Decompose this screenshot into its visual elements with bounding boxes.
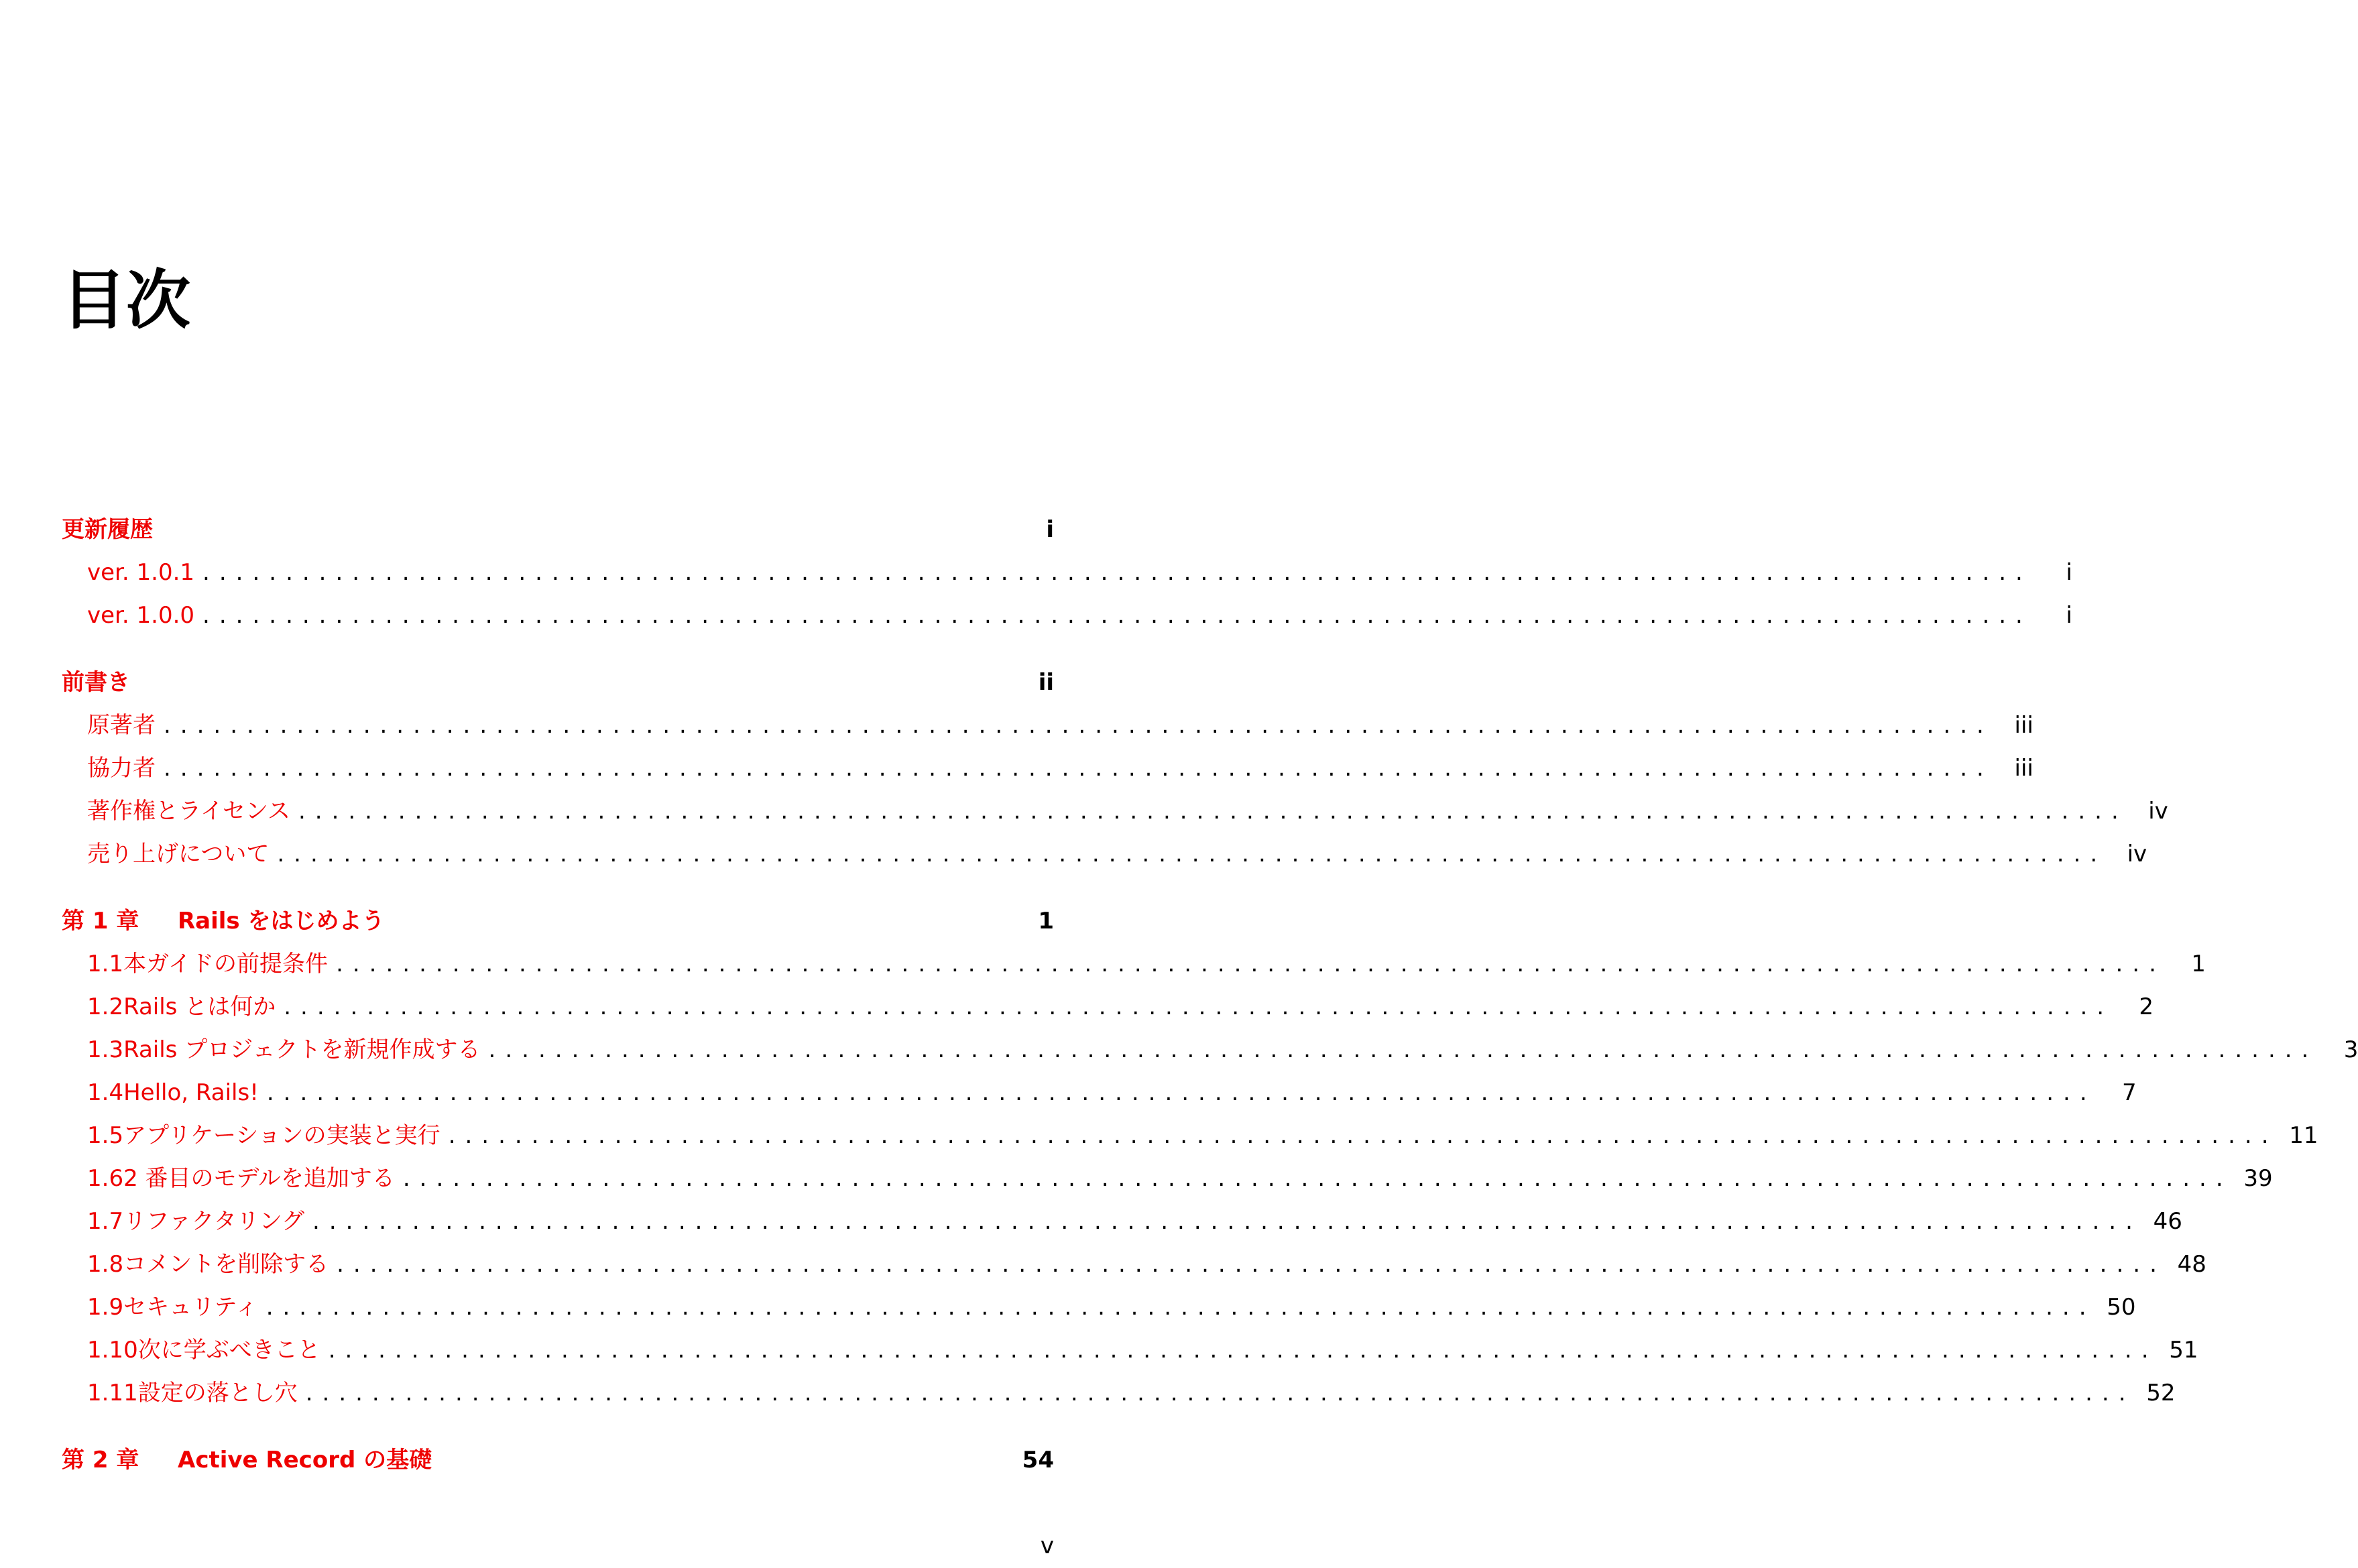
toc-heading-row[interactable] xyxy=(62,661,1054,704)
page-number: 54 xyxy=(1022,1447,1054,1473)
toc-chapter-2 xyxy=(62,1439,1054,1482)
page-number: 7 xyxy=(2122,1079,2137,1106)
dot-leader: .............................................................................................................. xyxy=(202,559,2032,586)
page-number: 3 xyxy=(2343,1036,2358,1063)
page-number: 11 xyxy=(2289,1122,2318,1149)
toc-entry-row[interactable] xyxy=(62,1286,2136,1329)
toc-entry-link[interactable]: アプリケーションの実装と実行 xyxy=(123,1122,440,1149)
toc-entry-row[interactable] xyxy=(62,1243,2206,1286)
toc-entry-link[interactable]: Rails プロジェクトを新規作成する xyxy=(123,1036,481,1063)
toc-entry-link[interactable]: 次に学ぶべきこと xyxy=(137,1337,320,1364)
dot-leader: .............................................................................................................. xyxy=(488,1036,2318,1063)
toc-entry-row[interactable] xyxy=(62,551,2072,594)
dot-leader: .............................................................................................................. xyxy=(284,993,2114,1020)
page-number: i xyxy=(1046,516,1054,543)
footer-page-number: v xyxy=(1040,1532,1054,1559)
toc-entry-link[interactable]: 著作権とライセンス xyxy=(87,798,290,825)
toc-entry-row[interactable] xyxy=(62,1114,2318,1157)
dot-leader: .............................................................................................................. xyxy=(448,1122,2278,1149)
toc-entry-link[interactable]: 原著者 xyxy=(87,712,156,739)
page-number: 51 xyxy=(2169,1337,2198,1364)
toc-entry-row[interactable] xyxy=(62,790,2168,833)
toc-entry-link[interactable]: 協力者 xyxy=(87,755,156,782)
page-title: 目次 xyxy=(62,263,190,338)
dot-leader: .............................................................................................................. xyxy=(277,841,2107,867)
toc-entry-link[interactable]: Rails とは何か xyxy=(123,993,276,1020)
page-number: i xyxy=(2066,602,2072,629)
page-number: iv xyxy=(2148,798,2168,825)
page-number: 1 xyxy=(2191,951,2206,977)
toc-entry-row[interactable] xyxy=(62,747,2033,790)
toc-chapter-row[interactable] xyxy=(62,1439,1054,1482)
toc-entry-link[interactable]: ver. 1.0.1 xyxy=(87,559,195,586)
page-number: iv xyxy=(2127,841,2147,867)
chapter-number[interactable]: 第 1 章 xyxy=(62,908,139,934)
section-number[interactable]: 1.3 xyxy=(87,1036,124,1063)
dot-leader: .............................................................................................................. xyxy=(266,1079,2097,1106)
dot-leader: .............................................................................................................. xyxy=(312,1208,2142,1235)
dot-leader: .............................................................................................................. xyxy=(337,1251,2166,1278)
section-number[interactable]: 1.11 xyxy=(87,1380,138,1406)
toc-entry-link[interactable]: 2 番目のモデルを追加する xyxy=(123,1165,395,1192)
toc-entry-row[interactable] xyxy=(62,1200,2182,1243)
page-number: 52 xyxy=(2146,1380,2176,1406)
dot-leader: .............................................................................................................. xyxy=(305,1380,2135,1406)
toc-entry-link[interactable]: セキュリティ xyxy=(123,1294,258,1321)
page-number: 39 xyxy=(2243,1165,2273,1192)
section-number[interactable]: 1.9 xyxy=(87,1294,124,1321)
dot-leader: .............................................................................................................. xyxy=(402,1165,2233,1192)
chapter-title-link[interactable]: Rails をはじめよう xyxy=(178,908,385,934)
section-number[interactable]: 1.10 xyxy=(87,1337,138,1364)
toc-section-changelog xyxy=(62,508,2072,637)
dot-leader: .............................................................................................................. xyxy=(164,712,1993,739)
section-number[interactable]: 1.2 xyxy=(87,993,124,1020)
page-number: 1 xyxy=(1038,908,1054,934)
toc-entry-row[interactable] xyxy=(62,594,2072,637)
dot-leader: .............................................................................................................. xyxy=(336,951,2166,977)
toc-section-preface xyxy=(62,661,2168,876)
dot-leader: .............................................................................................................. xyxy=(164,755,1993,782)
toc-entry-link[interactable]: 売り上げについて xyxy=(87,841,270,867)
section-number[interactable]: 1.8 xyxy=(87,1251,124,1278)
page-number: 2 xyxy=(2139,993,2154,1020)
toc-entry-row[interactable] xyxy=(62,1028,2358,1071)
page-number: iii xyxy=(2014,755,2033,782)
dot-leader: .............................................................................................................. xyxy=(328,1337,2158,1364)
dot-leader: .............................................................................................................. xyxy=(266,1294,2096,1321)
toc-entry-row[interactable] xyxy=(62,704,2033,747)
toc-entry-row[interactable] xyxy=(62,1071,2137,1114)
toc-entry-row[interactable] xyxy=(62,943,2206,985)
section-number[interactable]: 1.4 xyxy=(87,1079,124,1106)
toc-heading-link[interactable]: 更新履歴 xyxy=(62,516,153,543)
toc-entry-row[interactable] xyxy=(62,1329,2198,1372)
page-number: 46 xyxy=(2153,1208,2182,1235)
toc-entry-link[interactable]: 本ガイドの前提条件 xyxy=(123,951,329,977)
dot-leader: .............................................................................................................. xyxy=(202,602,2032,629)
dot-leader: .............................................................................................................. xyxy=(298,798,2128,825)
toc-chapter-row[interactable] xyxy=(62,900,1054,943)
toc-entry-row[interactable] xyxy=(62,1157,2273,1200)
section-number[interactable]: 1.6 xyxy=(87,1165,124,1192)
page-number: ii xyxy=(1038,669,1054,696)
page-number: i xyxy=(2066,559,2072,586)
page-number: 50 xyxy=(2107,1294,2136,1321)
section-number[interactable]: 1.7 xyxy=(87,1208,124,1235)
toc-entry-row[interactable] xyxy=(62,833,2147,876)
section-number[interactable]: 1.5 xyxy=(87,1122,124,1149)
toc-chapter-1 xyxy=(62,900,2358,1414)
page-number: iii xyxy=(2014,712,2033,739)
chapter-number[interactable]: 第 2 章 xyxy=(62,1447,139,1473)
toc-entry-link[interactable]: コメントを削除する xyxy=(123,1251,329,1278)
toc-heading-row[interactable] xyxy=(62,508,1054,551)
toc-entry-link[interactable]: ver. 1.0.0 xyxy=(87,602,195,629)
toc-heading-link[interactable]: 前書き xyxy=(62,669,130,696)
toc-entry-link[interactable]: リファクタリング xyxy=(123,1208,305,1235)
section-number[interactable]: 1.1 xyxy=(87,951,124,977)
toc-entry-link[interactable]: Hello, Rails! xyxy=(123,1079,259,1106)
chapter-title-link[interactable]: Active Record の基礎 xyxy=(178,1447,432,1473)
table-of-contents xyxy=(62,508,2358,1506)
toc-entry-row[interactable] xyxy=(62,1372,2176,1414)
toc-entry-link[interactable]: 設定の落とし穴 xyxy=(137,1380,298,1406)
page-number: 48 xyxy=(2177,1251,2206,1278)
toc-entry-row[interactable] xyxy=(62,985,2154,1028)
